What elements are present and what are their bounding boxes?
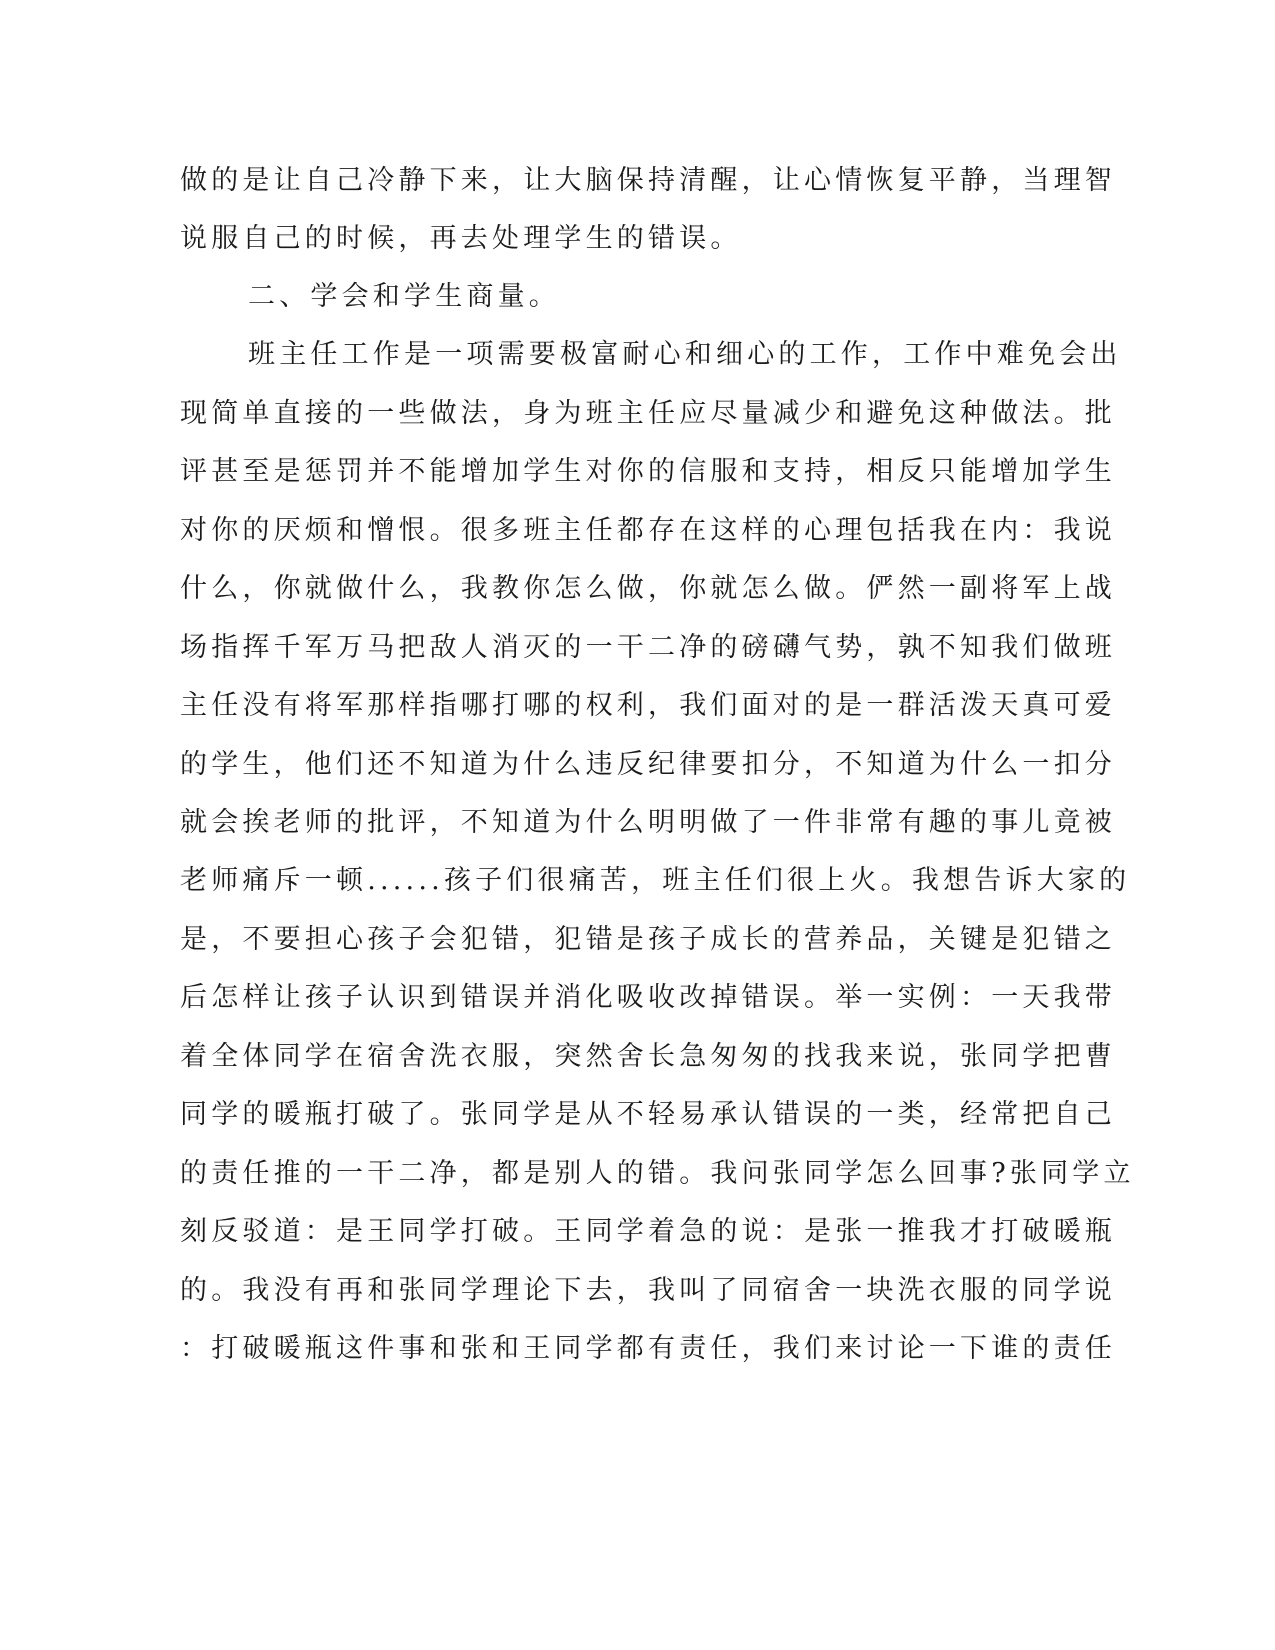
text-line: 后怎样让孩子认识到错误并消化吸收改掉错误。举一实例：一天我带 (180, 982, 1116, 1013)
text-line: 场指挥千军万马把敌人消灭的一干二净的磅礴气势，孰不知我们做班 (180, 632, 1116, 663)
text-line: 说服自己的时候，再去处理学生的错误。 (180, 223, 742, 254)
text-line: 班主任工作是一项需要极富耐心和细心的工作，工作中难免会出 (248, 339, 1122, 370)
text-line: 的责任推的一干二净，都是别人的错。我问张同学怎么回事?张同学立 (180, 1158, 1135, 1189)
text-line: 对你的厌烦和憎恨。很多班主任都存在这样的心理包括我在内：我说 (180, 515, 1116, 546)
text-line: 做的是让自己冷静下来，让大脑保持清醒，让心情恢复平静，当理智 (180, 165, 1116, 196)
section-heading: 二、学会和学生商量。 (248, 281, 560, 312)
text-line: 刻反驳道：是王同学打破。王同学着急的说：是张一推我才打破暖瓶 (180, 1216, 1116, 1247)
text-line: 着全体同学在宿舍洗衣服，突然舍长急匆匆的找我来说，张同学把曹 (180, 1041, 1116, 1072)
text-line: 什么，你就做什么，我教你怎么做，你就怎么做。俨然一副将军上战 (180, 573, 1116, 604)
text-line: 评甚至是惩罚并不能增加学生对你的信服和支持，相反只能增加学生 (180, 456, 1116, 487)
text-line: 老师痛斥一顿......孩子们很痛苦，班主任们很上火。我想告诉大家的 (180, 865, 1131, 896)
text-line: 的。我没有再和张同学理论下去，我叫了同宿舍一块洗衣服的同学说 (180, 1275, 1116, 1306)
text-line: 同学的暖瓶打破了。张同学是从不轻易承认错误的一类，经常把自己 (180, 1099, 1116, 1130)
text-line: 的学生，他们还不知道为什么违反纪律要扣分，不知道为什么一扣分 (180, 749, 1116, 780)
text-line: 主任没有将军那样指哪打哪的权利，我们面对的是一群活泼天真可爱 (180, 690, 1116, 721)
text-line: 就会挨老师的批评，不知道为什么明明做了一件非常有趣的事儿竟被 (180, 807, 1116, 838)
text-line: 现简单直接的一些做法，身为班主任应尽量减少和避免这种做法。批 (180, 398, 1116, 429)
text-line: 是，不要担心孩子会犯错，犯错是孩子成长的营养品，关键是犯错之 (180, 924, 1116, 955)
text-line: ：打破暖瓶这件事和张和王同学都有责任，我们来讨论一下谁的责任 (180, 1333, 1116, 1364)
